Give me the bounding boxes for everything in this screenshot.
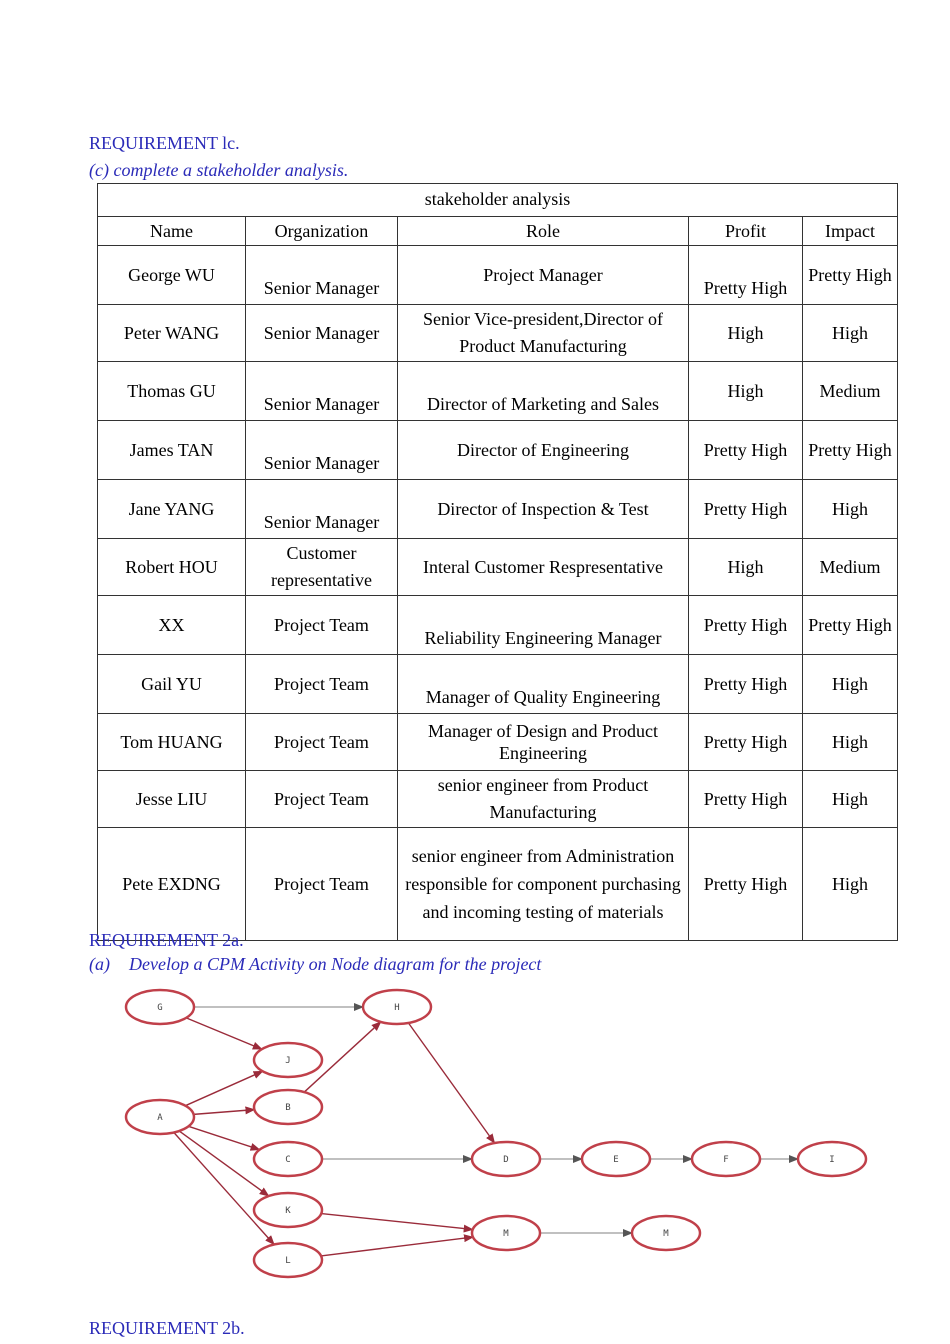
activity-node-label: L	[285, 1256, 291, 1266]
dependency-arrow	[408, 1023, 494, 1143]
role-cell: Director of Marketing and Sales	[398, 362, 689, 421]
organization-cell: Senior Manager	[246, 246, 398, 305]
impact-cell: High	[803, 771, 898, 828]
table-row	[98, 246, 898, 305]
impact-cell: Medium	[803, 539, 898, 596]
activity-node-label: J	[285, 1056, 291, 1066]
table-row	[98, 421, 898, 480]
organization-cell: Senior Manager	[246, 362, 398, 421]
profit-cell: High	[689, 539, 803, 596]
name-cell: Tom HUANG	[98, 714, 246, 771]
impact-cell: High	[803, 305, 898, 362]
organization-cell: Senior Manager	[246, 305, 398, 362]
dependency-arrow	[186, 1018, 262, 1049]
name-cell: Jane YANG	[98, 480, 246, 539]
activity-node-label: I	[829, 1155, 835, 1165]
table-row	[98, 655, 898, 714]
profit-cell: Pretty High	[689, 596, 803, 655]
role-cell: Reliability Engineering Manager	[398, 596, 689, 655]
name-cell: Jesse LIU	[98, 771, 246, 828]
role-cell: Interal Customer Respresentative	[398, 539, 689, 596]
profit-cell: High	[689, 305, 803, 362]
table-row	[98, 714, 898, 771]
organization-cell: Senior Manager	[246, 480, 398, 539]
subheading-text: Develop a CPM Activity on Node diagram for the project	[129, 954, 542, 974]
name-cell: George WU	[98, 246, 246, 305]
table-row	[98, 539, 898, 596]
activity-node	[254, 1243, 322, 1277]
activity-node-label: H	[394, 1003, 400, 1013]
dependency-arrow	[185, 1071, 262, 1105]
impact-cell: High	[803, 655, 898, 714]
column-header: Name	[98, 217, 246, 246]
table-row	[98, 305, 898, 362]
role-cell: Project Manager	[398, 246, 689, 305]
profit-cell: High	[689, 362, 803, 421]
activity-node	[692, 1142, 760, 1176]
requirement-2b-heading: REQUIREMENT 2b.	[89, 1318, 245, 1338]
profit-cell: Pretty High	[689, 828, 803, 941]
table-caption: stakeholder analysis	[98, 184, 898, 217]
organization-cell: Project Team	[246, 596, 398, 655]
name-cell: Thomas GU	[98, 362, 246, 421]
activity-node	[254, 1142, 322, 1176]
organization-cell: Project Team	[246, 828, 398, 941]
activity-node	[254, 1043, 322, 1077]
organization-cell: Project Team	[246, 714, 398, 771]
requirement-2a-subheading	[89, 954, 541, 975]
profit-cell: Pretty High	[689, 655, 803, 714]
role-cell: Manager of Quality Engineering	[398, 655, 689, 714]
dependency-arrow	[194, 1110, 255, 1115]
role-cell: Manager of Design and Product Engineering	[398, 714, 689, 771]
impact-cell: Pretty High	[803, 246, 898, 305]
activity-node	[126, 1100, 194, 1134]
impact-cell: Medium	[803, 362, 898, 421]
name-cell: Robert HOU	[98, 539, 246, 596]
name-cell: XX	[98, 596, 246, 655]
cpm-diagram	[110, 985, 880, 1285]
dependency-arrow	[321, 1237, 473, 1256]
activity-node	[254, 1090, 322, 1124]
name-cell: Pete EXDNG	[98, 828, 246, 941]
table-header-row	[98, 217, 898, 246]
activity-node	[363, 990, 431, 1024]
activity-node-label: E	[613, 1155, 619, 1165]
profit-cell: Pretty High	[689, 714, 803, 771]
name-cell: Gail YU	[98, 655, 246, 714]
name-cell: James TAN	[98, 421, 246, 480]
activity-node-label: D	[503, 1155, 509, 1165]
name-cell: Peter WANG	[98, 305, 246, 362]
stakeholder-table	[97, 183, 898, 941]
activity-node-label: M	[663, 1229, 669, 1239]
column-header: Profit	[689, 217, 803, 246]
activity-node	[254, 1193, 322, 1227]
role-cell: Director of Inspection & Test	[398, 480, 689, 539]
activity-node-label: C	[285, 1155, 291, 1165]
profit-cell: Pretty High	[689, 246, 803, 305]
impact-cell: Pretty High	[803, 596, 898, 655]
profit-cell: Pretty High	[689, 771, 803, 828]
column-header: Role	[398, 217, 689, 246]
organization-cell: Project Team	[246, 655, 398, 714]
activity-node	[582, 1142, 650, 1176]
table-row	[98, 480, 898, 539]
table-row	[98, 771, 898, 828]
impact-cell: High	[803, 480, 898, 539]
impact-cell: High	[803, 828, 898, 941]
organization-cell: Customer representative	[246, 539, 398, 596]
activity-node-label: F	[723, 1155, 729, 1165]
column-header: Organization	[246, 217, 398, 246]
requirement-2a-heading: REQUIREMENT 2a.	[89, 930, 244, 950]
profit-cell: Pretty High	[689, 421, 803, 480]
table-row	[98, 596, 898, 655]
activity-node	[472, 1216, 540, 1250]
activity-node-label: M	[503, 1229, 509, 1239]
impact-cell: Pretty High	[803, 421, 898, 480]
requirement-1c-subheading: (c) complete a stakeholder analysis.	[89, 160, 349, 180]
table-row	[98, 828, 898, 941]
activity-node-label: K	[285, 1206, 291, 1216]
activity-node-label: A	[157, 1113, 163, 1123]
column-header: Impact	[803, 217, 898, 246]
role-cell: senior engineer from Administration responsible for component purchasing and incoming testing of materials	[398, 828, 689, 941]
activity-node	[798, 1142, 866, 1176]
activity-node	[632, 1216, 700, 1250]
role-cell: Senior Vice-president,Director of Product Manufacturing	[398, 305, 689, 362]
role-cell: Director of Engineering	[398, 421, 689, 480]
activity-node-label: G	[157, 1003, 163, 1013]
impact-cell: High	[803, 714, 898, 771]
subheading-number: (a)	[89, 954, 110, 974]
activity-node	[472, 1142, 540, 1176]
organization-cell: Senior Manager	[246, 421, 398, 480]
profit-cell: Pretty High	[689, 480, 803, 539]
requirement-1c-heading: REQUIREMENT lc.	[89, 133, 240, 153]
table-row	[98, 362, 898, 421]
activity-node-label: B	[285, 1103, 291, 1113]
dependency-arrow	[321, 1214, 472, 1230]
organization-cell: Project Team	[246, 771, 398, 828]
activity-node	[126, 990, 194, 1024]
role-cell: senior engineer from Product Manufacturing	[398, 771, 689, 828]
